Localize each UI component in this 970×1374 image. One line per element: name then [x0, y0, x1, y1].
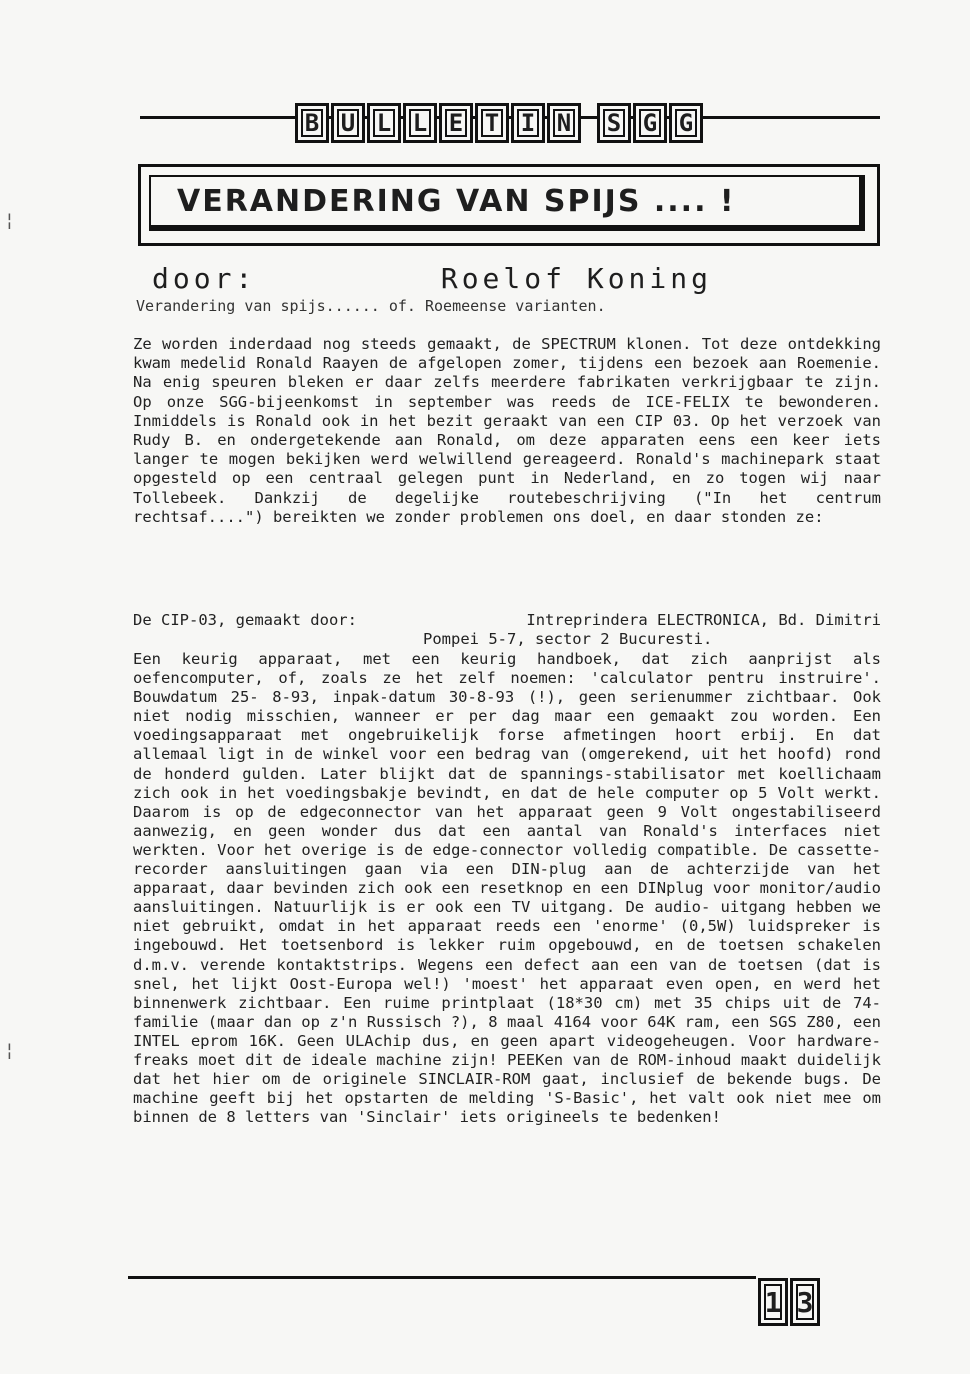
page-number [758, 1278, 820, 1326]
logo-spacer [583, 103, 595, 143]
cip-heading [133, 611, 881, 649]
paragraph-description: Een keurig apparaat, met een keurig handboek, dat zich aanprijst als oefencomputer, of, zoals ze het zelf noemen: 'calculator pentru instruire'. Bouwdatum 25- 8-93, inpak-datum 30-8-93 (!), geen serienummer zichtbaar. Ook niet nodig misschien, wanneer er per dag maar een gemaakt zou worden. Een voedingsapparaat met ongebruikelijk forse afmetingen hoort erbij. En dat allemaal ligt in de winkel voor een bedrag van (omgerekend, uit het hoofd) rond de honderd gulden. Later blijkt dat de spannings-stabilisator met koellichaam zich ook in het voedingsbakje bevindt, en dat de hele computer op 5 Volt werkt. Daarom is op de edgeconnector van het apparaat geen 9 Volt ongestabiliseerd aanwezig, en geen wonder dus dat een aantal van Ronald's interfaces niet werkten. Voor het overige is de edge-connector volledig compatible. De cassette-recorder aansluitingen gaan via een DIN-plug aan de achterzijde van het apparaat, daar bevinden zich ook een resetknop en een DINplug voor monitor/audio aansluitingen. Natuurlijk is er ook een TV uitgang. De audio- uitgang hebben we niet gebruikt, omdat in het apparaat reeds een 'enorme' (0,5W) luidspreker is ingebouwd. Het toetsenbord is lekker ruim opgebouwd, en de toetsen schakelen d.m.v. verende kontaktstrips. Wegens een defect aan een van de toetsen (dat is snel, het lijkt Oost-Europa wel!) 'moest' het apparaat even open, en werd het binnenwerk zichtbaar. Een ruime printplaat (18*30 cm) met 35 chips uit de 74-familie (maar dan op z'n Russisch ?), 8 maal 4164 voor 64K ram, een SGS Z80, een INTEL eprom 16K. Geen ULAchip dus, en geen apart videogeheugen. Voor hardware-freaks moet dit de ideale machine zijn! PEEKen van de ROM-inhoud maakt duidelijk dat het hier om de originele SINCLAIR-ROM gaat, inclusief de bekende bugs. De machine geeft bij het opstarten de melding 'S-Basic', het valt ook niet mee om binnen de 8 letters van 'Sinclair' iets origineels te bedenken! [133, 650, 881, 1127]
logo-letter: I [511, 103, 545, 143]
page-digit: 1 [758, 1278, 788, 1326]
cip-label: De CIP-03, gemaakt door: [133, 611, 357, 629]
punch-hole-mark: ¦ [4, 210, 15, 231]
logo-letter: L [403, 103, 437, 143]
punch-hole-mark: ¦ [4, 1040, 15, 1061]
logo-letter: U [331, 103, 365, 143]
title-box [138, 164, 880, 246]
logo-letter: G [633, 103, 667, 143]
footer-rule [128, 1276, 756, 1279]
paragraph-intro: Ze worden inderdaad nog steeds gemaakt, de SPECTRUM klonen. Tot deze ontdekking kwam medelid Ronald Raayen de afgelopen zomer, tijdens een bezoek aan Roemenie. Na enig speuren bleken er daar zelfs meerdere fabrikaten verkrijgbaar te zijn. Op onze SGG-bijeenkomst in september was reeds de ICE-FELIX te bewonderen. Inmiddels is Ronald ook in het bezit geraakt van een CIP 03. Op het verzoek van Rudy B. en ondergetekende aan Ronald, om deze apparaten eens een keer iets langer te mogen bekijken werd welwillend gereageerd. Ronald's machinepark staat opgesteld op een centraal gelegen punt in Nederland, en zo togen wij naar Tollebeek. Dankzij de degelijke routebeschrijving ("In het centrum rechtsaf....") bereikten we zonder problemen ons doel, en daar stonden ze: [133, 335, 881, 526]
logo-letter: L [367, 103, 401, 143]
logo-letter: S [597, 103, 631, 143]
article-title: VERANDERING VAN SPIJS .... ! [177, 183, 736, 219]
bulletin-sgg-logo [295, 103, 703, 143]
byline-author: Roelof Koning [440, 262, 712, 295]
cip-maker-line-1: Intreprindera ELECTRONICA, Bd. Dimitri [526, 611, 881, 629]
logo-letter: G [669, 103, 703, 143]
byline [152, 262, 712, 295]
cip-maker-line-2: Pompei 5-7, sector 2 Bucuresti. [423, 630, 713, 648]
logo-letter: T [475, 103, 509, 143]
article-subtitle: Verandering van spijs...... of. Roemeense varianten. [136, 297, 606, 315]
byline-label: door: [152, 262, 257, 295]
page-digit: 3 [790, 1278, 820, 1326]
logo-letter: B [295, 103, 329, 143]
title-inner-frame [149, 175, 865, 231]
logo-letter: N [547, 103, 581, 143]
logo-letter: E [439, 103, 473, 143]
